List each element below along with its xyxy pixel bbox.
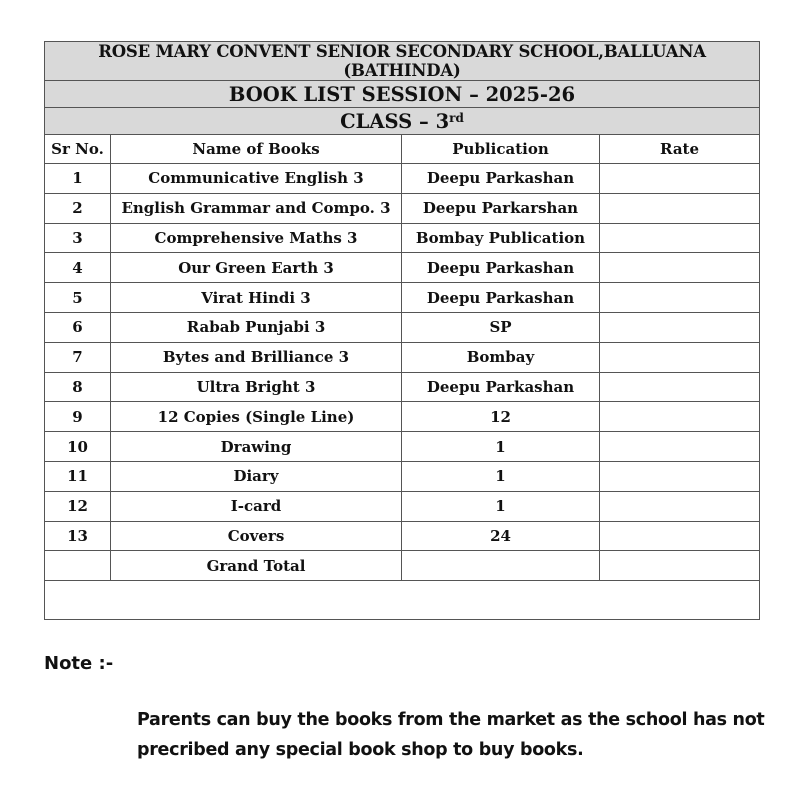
book-row <box>45 253 760 283</box>
book-rows <box>45 164 760 551</box>
cell-rate <box>600 193 760 223</box>
cell-book-name: Drawing <box>111 432 402 462</box>
blank-cell <box>45 581 760 620</box>
cell-rate <box>600 342 760 372</box>
cell-rate <box>600 491 760 521</box>
grand-total-publication <box>402 551 600 581</box>
blank-row <box>45 581 760 620</box>
book-row <box>45 223 760 253</box>
class-title <box>45 108 760 135</box>
cell-sr: 10 <box>45 432 111 462</box>
cell-publication: Deepu Parkashan <box>402 372 600 402</box>
cell-sr: 11 <box>45 461 111 491</box>
cell-sr: 7 <box>45 342 111 372</box>
book-row <box>45 461 760 491</box>
cell-book-name: Virat Hindi 3 <box>111 283 402 313</box>
book-list-sheet <box>44 41 759 620</box>
cell-rate <box>600 521 760 551</box>
cell-book-name: 12 Copies (Single Line) <box>111 402 402 432</box>
cell-book-name: Diary <box>111 461 402 491</box>
book-row <box>45 164 760 194</box>
cell-sr: 2 <box>45 193 111 223</box>
cell-sr: 13 <box>45 521 111 551</box>
cell-rate <box>600 283 760 313</box>
cell-rate <box>600 164 760 194</box>
book-row <box>45 432 760 462</box>
cell-rate <box>600 461 760 491</box>
cell-rate <box>600 312 760 342</box>
column-header-row <box>45 135 760 164</box>
col-sr-header: Sr No. <box>45 135 111 164</box>
session-row <box>45 81 760 108</box>
cell-book-name: Ultra Bright 3 <box>111 372 402 402</box>
cell-publication: 24 <box>402 521 600 551</box>
grand-total-label: Grand Total <box>111 551 402 581</box>
cell-publication: SP <box>402 312 600 342</box>
book-list-table <box>44 41 760 620</box>
cell-sr: 5 <box>45 283 111 313</box>
cell-book-name: Our Green Earth 3 <box>111 253 402 283</box>
book-row <box>45 312 760 342</box>
col-publication-header: Publication <box>402 135 600 164</box>
book-row <box>45 342 760 372</box>
cell-rate <box>600 253 760 283</box>
school-name: ROSE MARY CONVENT SENIOR SECONDARY SCHOOL,BALLUANA (BATHINDA) <box>45 42 760 81</box>
note-text: Parents can buy the books from the market as the school has not precribed any special book shop to buy books. <box>137 710 765 760</box>
book-row <box>45 491 760 521</box>
cell-publication: 1 <box>402 491 600 521</box>
class-row <box>45 108 760 135</box>
cell-publication: Deepu Parkarshan <box>402 193 600 223</box>
cell-rate <box>600 432 760 462</box>
cell-rate <box>600 372 760 402</box>
cell-book-name: Bytes and Brilliance 3 <box>111 342 402 372</box>
book-row <box>45 402 760 432</box>
cell-publication: Deepu Parkashan <box>402 283 600 313</box>
cell-sr: 9 <box>45 402 111 432</box>
cell-book-name: English Grammar and Compo. 3 <box>111 193 402 223</box>
class-prefix: CLASS – 3 <box>340 109 450 133</box>
cell-sr: 6 <box>45 312 111 342</box>
cell-rate <box>600 223 760 253</box>
cell-book-name: Comprehensive Maths 3 <box>111 223 402 253</box>
book-row <box>45 521 760 551</box>
cell-sr: 8 <box>45 372 111 402</box>
school-name-row <box>45 42 760 81</box>
cell-rate <box>600 402 760 432</box>
cell-book-name: Rabab Punjabi 3 <box>111 312 402 342</box>
book-row <box>45 372 760 402</box>
grand-total-rate <box>600 551 760 581</box>
cell-publication: 1 <box>402 432 600 462</box>
class-suffix: rd <box>449 110 464 125</box>
cell-publication: Bombay <box>402 342 600 372</box>
col-rate-header: Rate <box>600 135 760 164</box>
cell-book-name: Covers <box>111 521 402 551</box>
cell-publication: Deepu Parkashan <box>402 164 600 194</box>
cell-publication: Bombay Publication <box>402 223 600 253</box>
cell-sr: 1 <box>45 164 111 194</box>
book-row <box>45 283 760 313</box>
cell-book-name: Communicative English 3 <box>111 164 402 194</box>
grand-total-sr <box>45 551 111 581</box>
cell-publication: 12 <box>402 402 600 432</box>
session-title: BOOK LIST SESSION – 2025-26 <box>45 81 760 108</box>
col-name-header: Name of Books <box>111 135 402 164</box>
cell-publication: 1 <box>402 461 600 491</box>
note-label: Note :- <box>44 653 114 674</box>
cell-book-name: I-card <box>111 491 402 521</box>
cell-sr: 12 <box>45 491 111 521</box>
cell-sr: 3 <box>45 223 111 253</box>
book-row <box>45 193 760 223</box>
cell-publication: Deepu Parkashan <box>402 253 600 283</box>
grand-total-row <box>45 551 760 581</box>
cell-sr: 4 <box>45 253 111 283</box>
